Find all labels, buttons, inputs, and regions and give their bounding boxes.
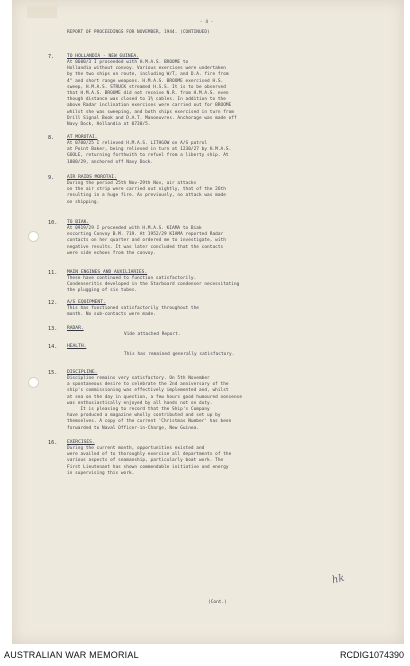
section-body: During the current month, opportunities existed and were availed of to thoroughly exercise all departments of the various aspects of seamanship, particularly boat work. The First Lieutenant has shown commendable initiative and energy in supervising this work.: [67, 446, 232, 476]
section-body: At 0700/25 I relieved H.M.A.S. LITHGOW on A/S patrol at Point Baker, being relieved in turn at 1230/27 by H.M.A.S. GOOLE, returning forthwith to refuel from a liberty ship. At 1800/29, anchored off Navy Dock.: [67, 141, 232, 165]
section-number: 12.: [48, 300, 58, 306]
section-heading: HEALTH.: [67, 344, 87, 349]
paper-stain: [27, 6, 57, 18]
section-number: 15.: [48, 370, 58, 376]
document-page: [12, 0, 404, 644]
section-number: 7.: [48, 54, 55, 60]
archive-id: RCDIG1074390: [339, 650, 404, 660]
section-heading: MAIN ENGINES AND AUXILIARIES.: [67, 270, 148, 275]
continued-mark: (Cont.): [208, 600, 227, 605]
archive-name: AUSTRALIAN WAR MEMORIAL: [4, 650, 139, 660]
punch-hole: [28, 231, 39, 242]
section-body: Discipline remains very satisfactory. On 5th November a spontaneous desire to celebrate the 2nd anniversary of the ship's commissioning was effectively implemented and, whilst at sea on the day in question, a few hours good humoured nonsense was enthusiastically enjoyed by all hands not on duty. It is pleasing to record that the Ship's Company have produced a magazine wholly contributed and set up by themselves. A copy of the current 'Christmas Number' has been forwarded to Naval Officer-in-Charge, New Guinea.: [67, 376, 243, 431]
section-number: 8.: [48, 135, 55, 141]
section-number: 16.: [48, 440, 58, 446]
page-mark: - 4 -: [200, 20, 214, 25]
section-number: 9.: [48, 175, 55, 181]
section-number: 10.: [48, 220, 58, 226]
section-heading: DISCIPLINE.: [67, 370, 98, 375]
section-heading: AIR RAIDS MOROTAI.: [67, 175, 117, 180]
section-body: This has remained generally satisfactory.: [124, 352, 235, 357]
section-heading: TO BIAK.: [67, 220, 90, 225]
section-body: This has functioned satisfactorily throughout the month. No sub-contacts were made.: [67, 306, 199, 318]
section-number: 11.: [48, 270, 58, 276]
section-heading: AT MOROTAI.: [67, 135, 98, 140]
section-body: At 0600/3 I proceeded with H.M.A.S. BROOME to Hollandia without convoy. Various exercises were undertaken by the two ships on route, including W/T, and D.A. fire from 4" and short range weapons. H.M.A.S. BROOME exercised H.S. sweep, H.M.A.S. STRUCK streamed H.S.S. It is to be observed that H.M.A.S. BROOME did not receive N.R. from H.M.A.S. even though distance was closed to 1½ cables. In addition to the above Radar inclination exercises were carried out for BROOME whilst she was sweeping, and both ships exercised in turn from Drill Signal Book and D.A.T. Manoeuvres. Anchorage was made off Navy Dock, Hollandia at 0730/5.: [67, 60, 237, 128]
section-number: 14.: [48, 344, 58, 350]
section-number: 13.: [48, 326, 58, 332]
section-body: These have continued to function satisfactorily. Condenseritis developed in the Starboard condenser necessitating the plugging of six tubes.: [67, 276, 240, 294]
section-heading: EXERCISES.: [67, 440, 95, 445]
section-body: Vide attached Report.: [124, 332, 181, 337]
archive-footer: [0, 644, 410, 666]
section-body: At 0919/29 I proceeded with H.M.A.S. KIAMA to Biak escorting Convoy B.M. 719. At 1952/29 KIAMA reported Radar contacts on her quarter and ordered me to investigate, with negative results. It was later concluded that the contacts were side echoes from the convoy.: [67, 226, 226, 256]
punch-hole: [28, 377, 39, 388]
handwritten-initials: hk: [330, 572, 346, 587]
report-title: REPORT OF PROCEEDINGS FOR NOVEMBER, 1944. (CONTINUED): [67, 30, 210, 35]
section-body: During the period 25th Nov-29th Nov, air attacks on the air strip were carried out nightly, that of the 26th resulting in a huge fire. As previously, no attack was made on shipping.: [67, 181, 226, 205]
section-heading: TO HOLLANDIA - NEW GUINEA.: [67, 54, 139, 59]
section-heading: A/S EQUIPMENT.: [67, 300, 106, 305]
section-heading: RADAR.: [67, 326, 84, 331]
